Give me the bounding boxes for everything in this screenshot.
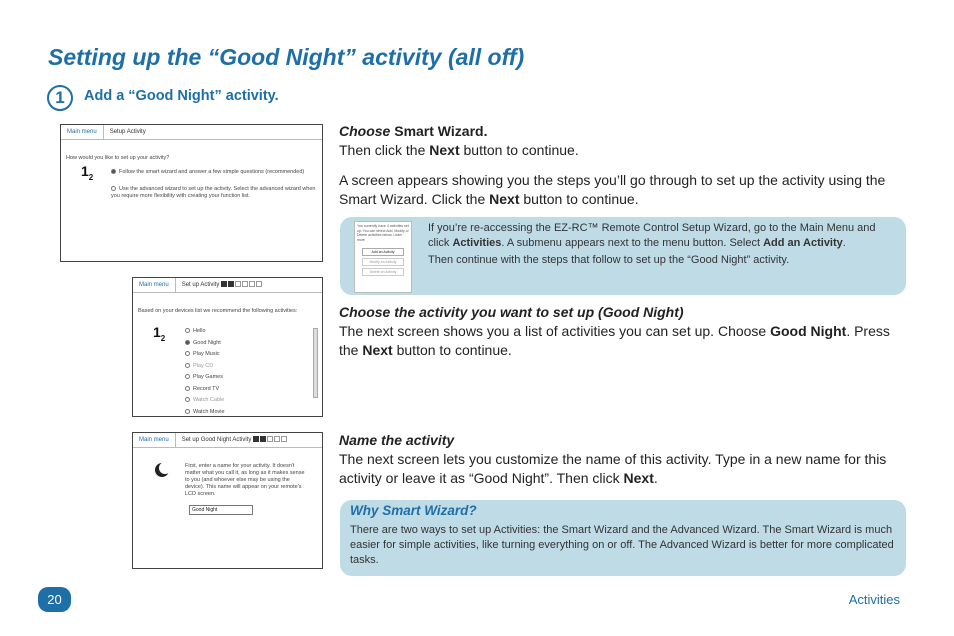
activity-item[interactable]: Watch Cable <box>185 397 225 409</box>
screenshot-name-activity <box>132 432 323 569</box>
step-badge: $1_2$ <box>81 163 94 182</box>
main-menu-link[interactable]: Main menu <box>139 437 169 443</box>
screenshot-nav <box>61 125 322 140</box>
step-badge: $1_2$ <box>153 324 166 343</box>
note-reaccess-text: If you’re re-accessing the EZ-RC™ Remote Control Setup Wizard, go to the Main Menu and click Activities. A submenu appears next to the menu button. Select Add an Activity. Then continue with the steps that follow to set up the “Good Night” activity. <box>428 222 876 266</box>
note-body: There are two ways to set up Activities: the Smart Wizard and the Advanced Wizard. The Smart Wizard is much easier for simple activities, like turning everything on or off. The Advanced Wizard is better for more complicated tasks. <box>350 524 894 566</box>
screenshot-choose-activity <box>132 277 323 417</box>
section-footer: Activities <box>848 592 900 607</box>
moon-icon <box>153 461 171 479</box>
section-name-activity: Name the activity The next screen lets you customize the name of this activity. Type in a new name for this activity or leave it as “Good Night”. Then click Next. <box>339 432 887 486</box>
activity-item[interactable]: Hello <box>185 328 225 340</box>
nav-current: Setup Activity <box>103 125 152 139</box>
screenshot-nav <box>133 278 322 293</box>
nav-current: Set up Activity <box>175 278 269 292</box>
name-instructions: First, enter a name for your activity. It doesn't matter what you call it, as long as it makes sense to you (and whoever else may be using the device). This name will appear on your remote's LCD screen. <box>185 463 305 497</box>
note-title: Why Smart Wizard? <box>350 503 477 518</box>
activity-item[interactable]: Play Games <box>185 374 225 386</box>
main-menu-link[interactable]: Main menu <box>67 129 97 135</box>
smart-wizard-radio[interactable] <box>111 169 116 174</box>
activities-intro: Based on your devices list we recommend the following activities: <box>138 308 298 314</box>
screenshot-nav <box>133 433 322 448</box>
advanced-wizard-radio[interactable] <box>111 186 116 191</box>
step-label: Add a “Good Night” activity. <box>84 88 279 104</box>
option-smart-wizard[interactable]: Follow the smart wizard and answer a few simple questions (recommended) <box>111 169 321 176</box>
section-choose-activity: Choose the activity you want to set up (Good Night) The next screen shows you a list of activities you can set up. Choose Good Night. Press the Next button to continue. <box>339 304 890 358</box>
nav-current: Set up Good Night Activity <box>175 433 294 447</box>
page-number: 20 <box>38 587 71 612</box>
activity-item[interactable]: Play CD <box>185 363 225 375</box>
section-choose-smart-wizard: Choose Smart Wizard. Then click the Next button to continue. A screen appears showing you the steps you’ll go through to set up the activity using the Smart Wizard. Click the Next button to continue. <box>339 123 886 207</box>
scrollbar[interactable] <box>313 328 318 398</box>
option-advanced-wizard[interactable]: Use the advanced wizard to set up the activity. Select the advanced wizard when you require more flexibility with creating your function list. <box>111 186 316 199</box>
main-menu-link[interactable]: Main menu <box>139 282 169 288</box>
page-title: Setting up the “Good Night” activity (all off) <box>48 44 525 70</box>
activity-item[interactable]: Record TV <box>185 386 225 398</box>
setup-question: How would you like to set up your activity? <box>66 155 170 161</box>
note-why-smart-wizard <box>340 500 906 576</box>
activity-item-good-night[interactable]: Good Night <box>185 340 225 352</box>
activity-list <box>185 328 225 417</box>
screenshot-setup-activity <box>60 124 323 262</box>
menu-thumbnail: You currently have 4 activities set up. You can select Add, Modify or Delete activities below. Learn more Add an Activity Modify an Activity Delete an Activity <box>354 221 412 293</box>
step-number: 1 <box>47 85 73 111</box>
activity-item[interactable]: Play Music <box>185 351 225 363</box>
note-reaccess <box>340 217 906 295</box>
activity-item[interactable]: Watch Movie <box>185 409 225 418</box>
activity-name-input[interactable]: Good Night <box>189 505 253 515</box>
